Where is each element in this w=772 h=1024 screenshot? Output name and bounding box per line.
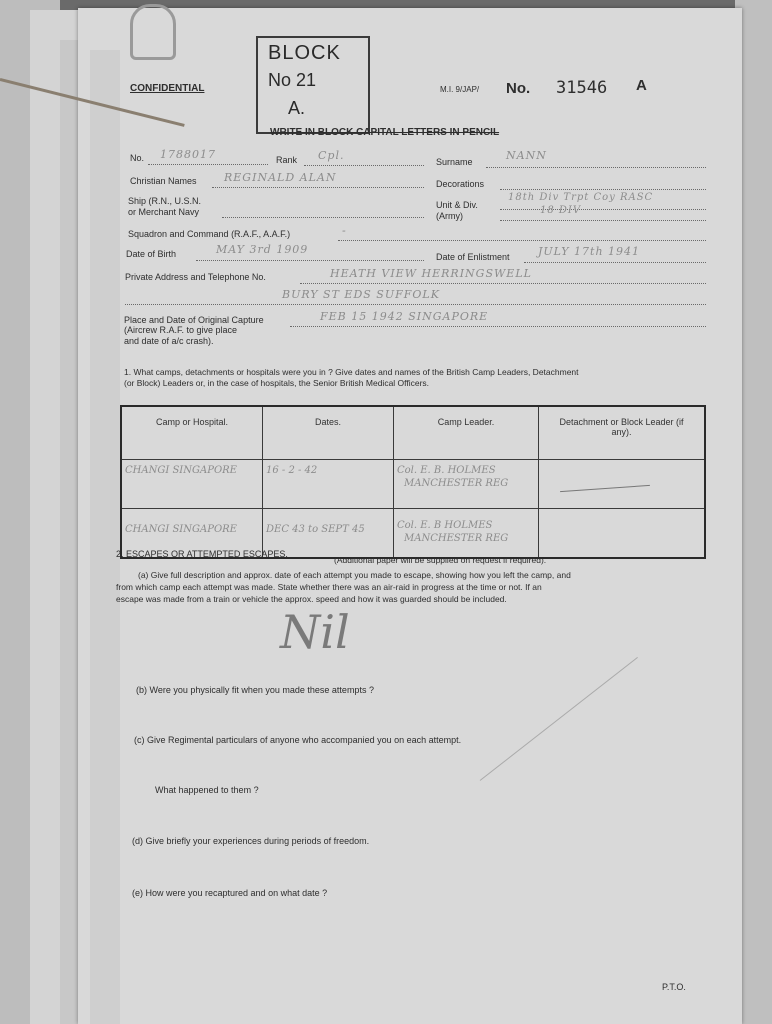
dates-value: DEC 43 to SEPT 45: [266, 524, 365, 535]
q2a-line3: escape was made from a train or vehicle the approx. speed and how it was guarded should be included.: [116, 594, 507, 604]
q2d-text: (d) Give briefly your experiences during periods of freedom.: [132, 836, 370, 846]
leader-regiment: MANCHESTER REG: [404, 478, 509, 489]
enlistment-value: JULY 17th 1941: [538, 245, 641, 258]
christian-names-value: REGINALD ALAN: [224, 171, 337, 184]
q2b-text: (b) Were you physically fit when you made these attempts ?: [136, 685, 374, 695]
sheet-fold: [90, 50, 120, 1024]
surname-value: NANN: [506, 149, 547, 162]
address-line-1: [300, 283, 706, 284]
cell-dates: [263, 460, 394, 509]
leader-regiment: MANCHESTER REG: [404, 533, 509, 544]
no-line: [148, 164, 268, 165]
q2a-line2: from which camp each attempt was made. State whether there was an air-raid in progress at the time or not. If an: [116, 582, 542, 592]
address-label: Private Address and Telephone No.: [125, 272, 266, 282]
address-value-2: BURY ST EDS SUFFOLK: [282, 288, 440, 301]
nil-answer: Nil: [280, 605, 350, 659]
dob-label: Date of Birth: [126, 249, 177, 259]
header-camp: Camp or Hospital.: [121, 406, 263, 460]
camps-table: [120, 405, 706, 559]
squadron-value: -: [342, 224, 347, 237]
cell-camp: [121, 460, 263, 509]
serial-no-label: No.: [506, 80, 531, 97]
cell-detachment: [539, 509, 706, 559]
decorations-line: [500, 189, 706, 190]
detachment-value: [539, 460, 704, 468]
no-value: 1788017: [160, 148, 216, 161]
q2-title: 2. ESCAPES OR ATTEMPTED ESCAPES.: [116, 549, 288, 559]
rank-value: Cpl.: [318, 149, 345, 162]
stamp-block-text: BLOCK: [268, 42, 341, 64]
header-camp-leader: Camp Leader.: [394, 406, 539, 460]
cell-detachment: [539, 460, 706, 509]
enlistment-line: [524, 262, 706, 263]
serial-number: 31546: [556, 78, 608, 98]
table-header-row: [121, 406, 705, 460]
dob-line: [196, 260, 424, 261]
stamp-number: No 21: [268, 70, 317, 90]
christian-names-label: Christian Names: [130, 176, 197, 186]
q2e-text: (e) How were you recaptured and on what date ?: [132, 888, 328, 898]
q1-text-line1: 1. What camps, detachments or hospitals were you in ? Give dates and names of the British Camp Leaders, Detachment: [124, 367, 579, 377]
treasury-tag-clip: [130, 4, 176, 60]
unit-value-2: 18 DIV: [540, 205, 582, 216]
no-label: No.: [130, 153, 145, 163]
q2c-sub-text: What happened to them ?: [155, 785, 259, 795]
capture-line: [290, 326, 706, 327]
header-dates: Dates.: [263, 406, 394, 460]
ship-line: [222, 217, 424, 218]
dob-value: MAY 3rd 1909: [216, 243, 309, 256]
enlistment-label: Date of Enlistment: [436, 252, 510, 262]
unit-line-2: [500, 220, 706, 221]
unit-label-1: Unit & Div.: [436, 200, 478, 210]
detachment-value: [539, 509, 704, 517]
serial-suffix: A: [636, 77, 647, 94]
ship-label-1: Ship (R.N., U.S.N.: [128, 196, 202, 206]
q2-title-note: (Additional paper will be supplied on request if required).: [334, 555, 547, 565]
unit-label-2: (Army): [436, 211, 463, 221]
unit-value-1: 18th Div Trpt Coy RASC: [508, 192, 654, 203]
capture-label-1: Place and Date of Original Capture: [124, 315, 264, 325]
q1-text-line2: (or Block) Leaders or, in the case of hospitals, the Senior British Medical Officers.: [124, 378, 430, 388]
camp-value: CHANGI SINGAPORE: [125, 524, 237, 535]
cell-leader: [394, 460, 539, 509]
ship-label-2: or Merchant Navy: [128, 207, 200, 217]
rank-label: Rank: [276, 155, 298, 165]
q2c-text: (c) Give Regimental particulars of anyone who accompanied you on each attempt.: [134, 735, 462, 745]
squadron-label: Squadron and Command (R.A.F., A.A.F.): [128, 229, 291, 239]
confidential-label: CONFIDENTIAL: [130, 83, 205, 94]
cell-leader: [394, 509, 539, 559]
pto-label: P.T.O.: [662, 982, 686, 992]
decorations-label: Decorations: [436, 179, 485, 189]
squadron-line: [338, 240, 706, 241]
capture-label-3: and date of a/c crash).: [124, 336, 214, 346]
unit-line-1: [500, 209, 706, 210]
q2a-line1: (a) Give full description and approx. date of each attempt you made to escape, showing how you left the camp, and: [138, 570, 571, 580]
header-detachment: Detachment or Block Leader (if any).: [539, 406, 706, 460]
capture-value: FEB 15 1942 SINGAPORE: [320, 310, 489, 323]
surname-line: [486, 167, 706, 168]
surname-label: Surname: [436, 157, 473, 167]
stamp-letter: A.: [288, 98, 306, 118]
instruction-text: WRITE IN BLOCK CAPITAL LETTERS IN PENCIL: [270, 127, 500, 138]
dates-value: 16 - 2 - 42: [266, 465, 318, 476]
christian-names-line: [212, 187, 424, 188]
leader-value: Col. E. B. HOLMES: [397, 465, 496, 476]
table-row: [121, 460, 705, 509]
capture-label-2: (Aircrew R.A.F. to give place: [124, 325, 238, 335]
address-value-1: HEATH VIEW HERRINGSWELL: [330, 267, 532, 280]
camp-value: CHANGI SINGAPORE: [125, 465, 237, 476]
rank-line: [304, 165, 424, 166]
address-line-2: [125, 304, 706, 305]
form-code: M.I. 9/JAP/: [440, 85, 480, 94]
leader-value: Col. E. B HOLMES: [397, 520, 493, 531]
